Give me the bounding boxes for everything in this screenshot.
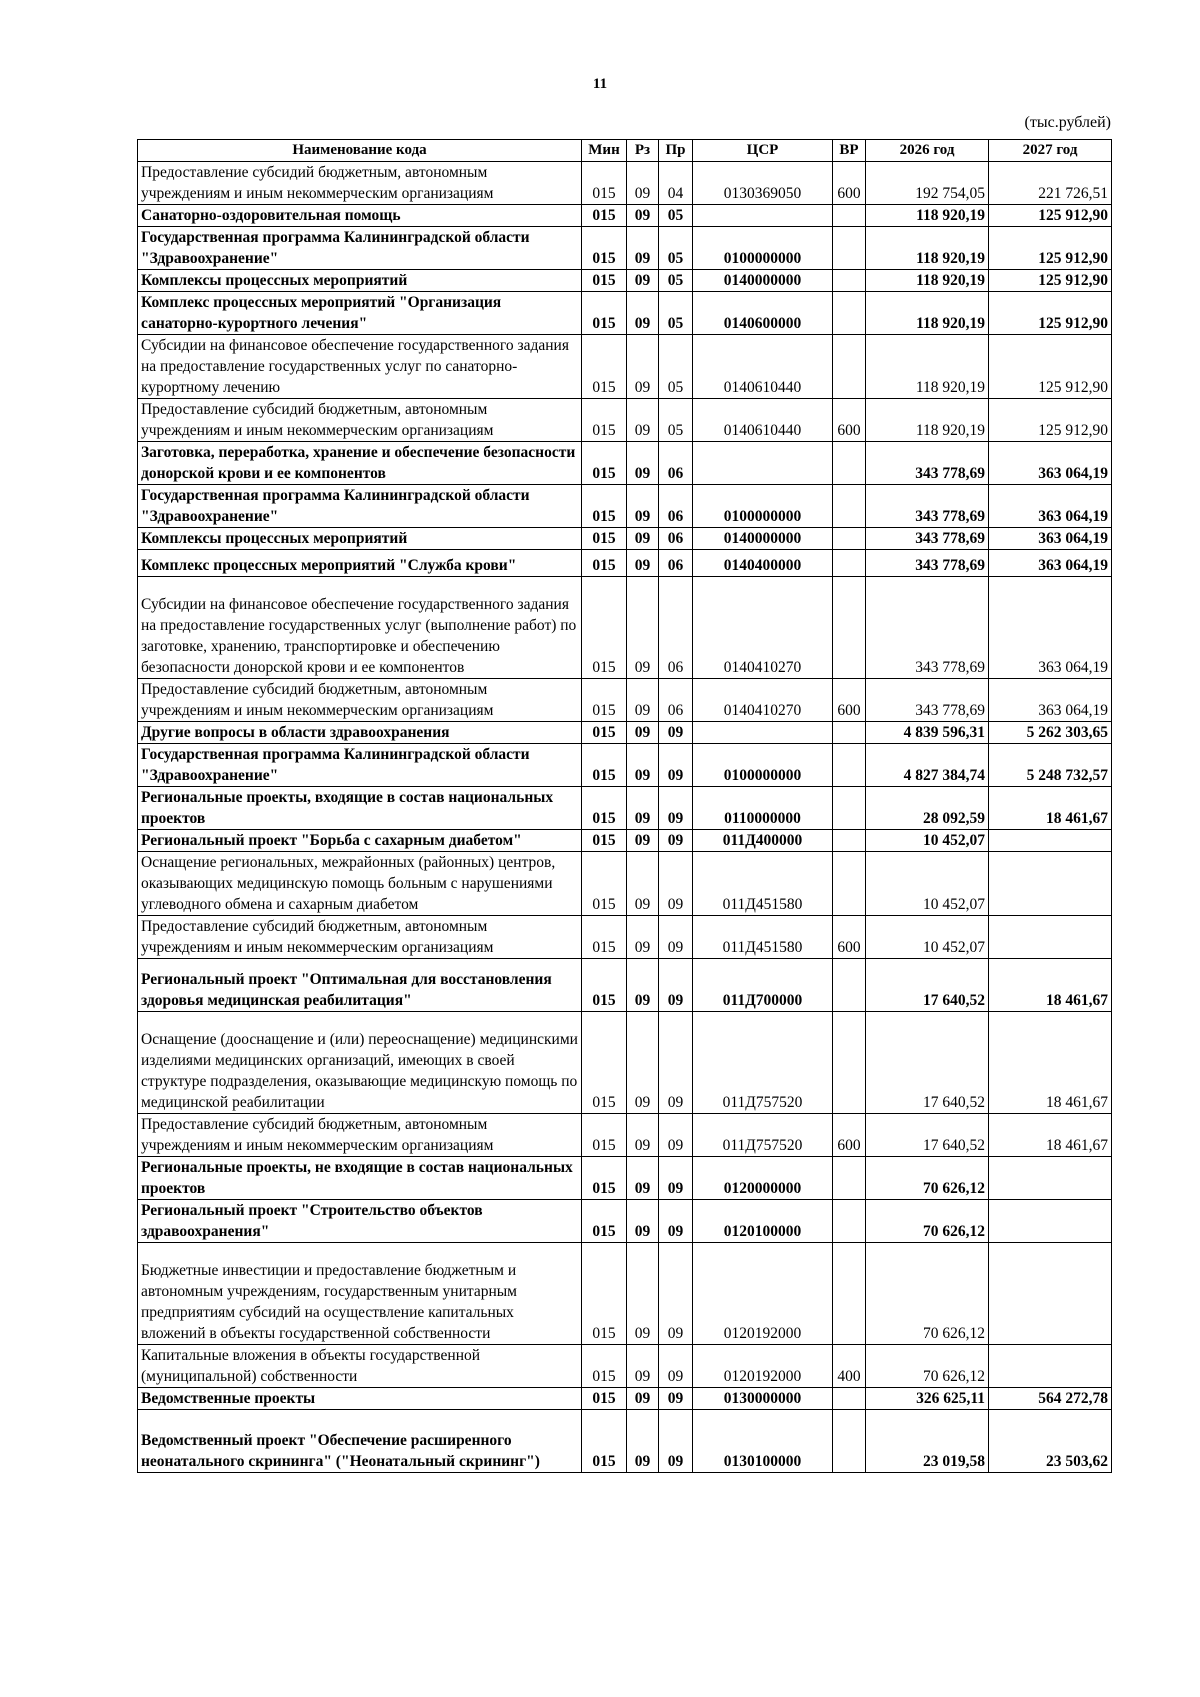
row-2027-cell: 125 912,90 (989, 335, 1112, 399)
row-2026-cell: 343 778,69 (866, 550, 989, 577)
row-2027-cell (989, 1243, 1112, 1345)
row-csr-cell (693, 722, 833, 744)
row-2027-cell (989, 830, 1112, 852)
row-rz-cell: 09 (627, 1345, 659, 1388)
row-csr-cell: 0120100000 (693, 1200, 833, 1243)
row-2027-cell: 125 912,90 (989, 292, 1112, 335)
row-min-cell: 015 (582, 1345, 627, 1388)
row-min-cell: 015 (582, 744, 627, 787)
row-min-cell: 015 (582, 1200, 627, 1243)
row-name-cell: Ведомственный проект "Обеспечение расширенного неонатального скрининга" ("Неонатальный скрининг") (138, 1410, 582, 1473)
row-vr-cell (833, 852, 866, 916)
row-2026-cell: 28 092,59 (866, 787, 989, 830)
column-header-2027: 2027 год (989, 140, 1112, 162)
row-2026-cell: 343 778,69 (866, 577, 989, 679)
row-pr-cell: 05 (659, 270, 693, 292)
row-vr-cell (833, 1157, 866, 1200)
row-min-cell: 015 (582, 442, 627, 485)
row-csr-cell: 0100000000 (693, 744, 833, 787)
row-name-cell: Государственная программа Калининградской области "Здравоохранение" (138, 744, 582, 787)
row-min-cell: 015 (582, 162, 627, 205)
row-name-cell: Государственная программа Калининградской области "Здравоохранение" (138, 227, 582, 270)
row-csr-cell: 011Д757520 (693, 1012, 833, 1114)
table-row (138, 205, 1112, 227)
row-min-cell: 015 (582, 205, 627, 227)
row-2027-cell: 125 912,90 (989, 227, 1112, 270)
row-vr-cell (833, 787, 866, 830)
row-2027-cell: 363 064,19 (989, 442, 1112, 485)
table-row (138, 335, 1112, 399)
row-2027-cell: 18 461,67 (989, 959, 1112, 1012)
row-name-cell: Предоставление субсидий бюджетным, автономным учреждениям и иным некоммерческим организациям (138, 916, 582, 959)
row-min-cell: 015 (582, 528, 627, 550)
row-csr-cell: 011Д400000 (693, 830, 833, 852)
row-min-cell: 015 (582, 1114, 627, 1157)
row-2026-cell: 4 839 596,31 (866, 722, 989, 744)
page-number: 11 (592, 76, 608, 92)
row-csr-cell: 0140000000 (693, 528, 833, 550)
row-name-cell: Региональные проекты, не входящие в состав национальных проектов (138, 1157, 582, 1200)
row-name-cell: Государственная программа Калининградской области "Здравоохранение" (138, 485, 582, 528)
row-rz-cell: 09 (627, 830, 659, 852)
row-name-cell: Другие вопросы в области здравоохранения (138, 722, 582, 744)
row-csr-cell: 0100000000 (693, 227, 833, 270)
row-pr-cell: 05 (659, 227, 693, 270)
table-header-row (138, 140, 1112, 162)
row-2026-cell: 118 920,19 (866, 270, 989, 292)
row-csr-cell: 0110000000 (693, 787, 833, 830)
row-vr-cell (833, 227, 866, 270)
row-csr-cell: 011Д700000 (693, 959, 833, 1012)
row-name-cell: Оснащение региональных, межрайонных (районных) центров, оказывающих медицинскую помощь больным с нарушениями углеводного обмена и сахарным диабетом (138, 852, 582, 916)
row-vr-cell (833, 577, 866, 679)
row-2026-cell: 70 626,12 (866, 1157, 989, 1200)
row-rz-cell: 09 (627, 442, 659, 485)
table-row (138, 270, 1112, 292)
column-header-csr: ЦСР (693, 140, 833, 162)
table-row (138, 1200, 1112, 1243)
row-name-cell: Предоставление субсидий бюджетным, автономным учреждениям и иным некоммерческим организациям (138, 162, 582, 205)
table-row (138, 528, 1112, 550)
table-row (138, 550, 1112, 577)
table-row (138, 959, 1112, 1012)
row-2026-cell: 17 640,52 (866, 1114, 989, 1157)
column-header-min: Мин (582, 140, 627, 162)
row-csr-cell (693, 442, 833, 485)
row-csr-cell: 0120000000 (693, 1157, 833, 1200)
row-csr-cell: 011Д451580 (693, 916, 833, 959)
row-name-cell: Региональные проекты, входящие в состав национальных проектов (138, 787, 582, 830)
column-header-name: Наименование кода (138, 140, 582, 162)
row-pr-cell: 09 (659, 722, 693, 744)
row-vr-cell (833, 528, 866, 550)
row-rz-cell: 09 (627, 1243, 659, 1345)
row-pr-cell: 05 (659, 292, 693, 335)
row-name-cell: Санаторно-оздоровительная помощь (138, 205, 582, 227)
row-min-cell: 015 (582, 830, 627, 852)
row-csr-cell: 011Д451580 (693, 852, 833, 916)
row-2027-cell: 564 272,78 (989, 1388, 1112, 1410)
row-rz-cell: 09 (627, 959, 659, 1012)
row-rz-cell: 09 (627, 205, 659, 227)
row-rz-cell: 09 (627, 577, 659, 679)
row-2026-cell: 70 626,12 (866, 1200, 989, 1243)
units-label: (тыс.рублей) (1024, 114, 1111, 131)
row-rz-cell: 09 (627, 292, 659, 335)
row-vr-cell (833, 442, 866, 485)
table-row (138, 1243, 1112, 1345)
row-pr-cell: 09 (659, 852, 693, 916)
row-vr-cell (833, 485, 866, 528)
row-min-cell: 015 (582, 679, 627, 722)
row-csr-cell: 0130000000 (693, 1388, 833, 1410)
table-row (138, 399, 1112, 442)
row-2027-cell: 5 248 732,57 (989, 744, 1112, 787)
row-name-cell: Предоставление субсидий бюджетным, автономным учреждениям и иным некоммерческим организациям (138, 1114, 582, 1157)
row-pr-cell: 09 (659, 916, 693, 959)
row-rz-cell: 09 (627, 399, 659, 442)
row-pr-cell: 09 (659, 1243, 693, 1345)
row-min-cell: 015 (582, 1410, 627, 1473)
row-2026-cell: 118 920,19 (866, 227, 989, 270)
row-vr-cell (833, 959, 866, 1012)
row-name-cell: Региональный проект "Строительство объектов здравоохранения" (138, 1200, 582, 1243)
row-name-cell: Комплексы процессных мероприятий (138, 270, 582, 292)
row-min-cell: 015 (582, 292, 627, 335)
row-rz-cell: 09 (627, 162, 659, 205)
row-vr-cell: 600 (833, 679, 866, 722)
row-pr-cell: 05 (659, 205, 693, 227)
row-2026-cell: 23 019,58 (866, 1410, 989, 1473)
row-2026-cell: 326 625,11 (866, 1388, 989, 1410)
row-min-cell: 015 (582, 916, 627, 959)
row-min-cell: 015 (582, 722, 627, 744)
row-2027-cell: 363 064,19 (989, 679, 1112, 722)
row-rz-cell: 09 (627, 1388, 659, 1410)
row-name-cell: Ведомственные проекты (138, 1388, 582, 1410)
table-row (138, 1345, 1112, 1388)
row-csr-cell: 0100000000 (693, 485, 833, 528)
row-rz-cell: 09 (627, 1012, 659, 1114)
row-2026-cell: 10 452,07 (866, 916, 989, 959)
row-vr-cell (833, 270, 866, 292)
row-rz-cell: 09 (627, 787, 659, 830)
row-2026-cell: 343 778,69 (866, 679, 989, 722)
row-rz-cell: 09 (627, 1157, 659, 1200)
row-name-cell: Оснащение (дооснащение и (или) переоснащение) медицинскими изделиями медицинских организаций, имеющих в своей структуре подразделения, оказывающие медицинскую помощь по медицинской реабилитации (138, 1012, 582, 1114)
row-vr-cell (833, 1410, 866, 1473)
row-vr-cell (833, 205, 866, 227)
row-min-cell: 015 (582, 1388, 627, 1410)
row-min-cell: 015 (582, 270, 627, 292)
row-2026-cell: 10 452,07 (866, 852, 989, 916)
table-row (138, 227, 1112, 270)
row-name-cell: Субсидии на финансовое обеспечение государственного задания на предоставление государственных услуг (выполнение работ) по заготовке, хранению, транспортировке и обеспечению безопасности донорской крови и ее компонентов (138, 577, 582, 679)
row-pr-cell: 06 (659, 528, 693, 550)
row-rz-cell: 09 (627, 852, 659, 916)
row-vr-cell (833, 550, 866, 577)
row-name-cell: Заготовка, переработка, хранение и обеспечение безопасности донорской крови и ее компонентов (138, 442, 582, 485)
row-2026-cell: 17 640,52 (866, 959, 989, 1012)
row-rz-cell: 09 (627, 227, 659, 270)
row-name-cell: Региональный проект "Оптимальная для восстановления здоровья медицинская реабилитация" (138, 959, 582, 1012)
row-vr-cell (833, 744, 866, 787)
row-vr-cell (833, 722, 866, 744)
row-2027-cell: 125 912,90 (989, 270, 1112, 292)
row-pr-cell: 06 (659, 550, 693, 577)
table-row (138, 1410, 1112, 1473)
row-vr-cell (833, 1012, 866, 1114)
row-name-cell: Предоставление субсидий бюджетным, автономным учреждениям и иным некоммерческим организациям (138, 679, 582, 722)
row-name-cell: Субсидии на финансовое обеспечение государственного задания на предоставление государственных услуг по санаторно-курортному лечению (138, 335, 582, 399)
row-name-cell: Бюджетные инвестиции и предоставление бюджетным и автономным учреждениям, государственным унитарным предприятиям субсидий на осуществление капитальных вложений в объекты государственной собственности (138, 1243, 582, 1345)
table-row (138, 830, 1112, 852)
row-vr-cell: 600 (833, 399, 866, 442)
row-pr-cell: 09 (659, 744, 693, 787)
row-rz-cell: 09 (627, 722, 659, 744)
row-vr-cell: 400 (833, 1345, 866, 1388)
row-pr-cell: 09 (659, 1345, 693, 1388)
row-2026-cell: 192 754,05 (866, 162, 989, 205)
row-pr-cell: 09 (659, 1388, 693, 1410)
row-rz-cell: 09 (627, 270, 659, 292)
row-vr-cell: 600 (833, 916, 866, 959)
row-2027-cell: 125 912,90 (989, 205, 1112, 227)
row-min-cell: 015 (582, 550, 627, 577)
table-row (138, 1012, 1112, 1114)
row-name-cell: Региональный проект "Борьба с сахарным диабетом" (138, 830, 582, 852)
table-row (138, 852, 1112, 916)
budget-table (137, 139, 1112, 1473)
row-2027-cell: 221 726,51 (989, 162, 1112, 205)
row-min-cell: 015 (582, 485, 627, 528)
row-csr-cell: 0120192000 (693, 1243, 833, 1345)
row-rz-cell: 09 (627, 744, 659, 787)
row-min-cell: 015 (582, 959, 627, 1012)
row-rz-cell: 09 (627, 1114, 659, 1157)
row-2027-cell (989, 1200, 1112, 1243)
row-vr-cell (833, 292, 866, 335)
row-pr-cell: 09 (659, 959, 693, 1012)
row-2027-cell (989, 1157, 1112, 1200)
row-rz-cell: 09 (627, 528, 659, 550)
row-vr-cell: 600 (833, 162, 866, 205)
column-header-pr: Пр (659, 140, 693, 162)
row-vr-cell (833, 335, 866, 399)
row-pr-cell: 09 (659, 1157, 693, 1200)
table-row (138, 577, 1112, 679)
row-pr-cell: 05 (659, 335, 693, 399)
row-csr-cell: 0140410270 (693, 679, 833, 722)
row-2027-cell: 18 461,67 (989, 787, 1112, 830)
row-pr-cell: 09 (659, 1012, 693, 1114)
row-vr-cell: 600 (833, 1114, 866, 1157)
table-row (138, 744, 1112, 787)
row-min-cell: 015 (582, 577, 627, 679)
row-csr-cell: 0140400000 (693, 550, 833, 577)
row-2026-cell: 70 626,12 (866, 1243, 989, 1345)
row-pr-cell: 06 (659, 485, 693, 528)
row-2026-cell: 118 920,19 (866, 205, 989, 227)
row-vr-cell (833, 830, 866, 852)
column-header-rz: Рз (627, 140, 659, 162)
row-2026-cell: 118 920,19 (866, 399, 989, 442)
row-2027-cell (989, 916, 1112, 959)
row-rz-cell: 09 (627, 550, 659, 577)
table-row (138, 162, 1112, 205)
row-2026-cell: 70 626,12 (866, 1345, 989, 1388)
row-csr-cell: 0140410270 (693, 577, 833, 679)
row-name-cell: Комплекс процессных мероприятий "Служба крови" (138, 550, 582, 577)
row-pr-cell: 06 (659, 442, 693, 485)
table-row (138, 292, 1112, 335)
row-pr-cell: 09 (659, 1114, 693, 1157)
row-rz-cell: 09 (627, 1200, 659, 1243)
row-name-cell: Комплекс процессных мероприятий "Организация санаторно-курортного лечения" (138, 292, 582, 335)
table-row (138, 1157, 1112, 1200)
row-name-cell: Предоставление субсидий бюджетным, автономным учреждениям и иным некоммерческим организациям (138, 399, 582, 442)
row-csr-cell: 0130369050 (693, 162, 833, 205)
row-2027-cell: 363 064,19 (989, 577, 1112, 679)
row-csr-cell: 0130100000 (693, 1410, 833, 1473)
row-pr-cell: 06 (659, 577, 693, 679)
row-2026-cell: 343 778,69 (866, 485, 989, 528)
table-row (138, 485, 1112, 528)
row-rz-cell: 09 (627, 1410, 659, 1473)
row-2026-cell: 343 778,69 (866, 528, 989, 550)
row-csr-cell: 0140610440 (693, 335, 833, 399)
row-csr-cell: 0120192000 (693, 1345, 833, 1388)
row-2027-cell (989, 852, 1112, 916)
table-row (138, 679, 1112, 722)
row-csr-cell: 0140000000 (693, 270, 833, 292)
table-body (138, 162, 1112, 1473)
table-row (138, 916, 1112, 959)
row-pr-cell: 06 (659, 679, 693, 722)
row-name-cell: Комплексы процессных мероприятий (138, 528, 582, 550)
row-min-cell: 015 (582, 852, 627, 916)
column-header-vr: ВР (833, 140, 866, 162)
row-pr-cell: 09 (659, 1200, 693, 1243)
row-min-cell: 015 (582, 399, 627, 442)
row-csr-cell (693, 205, 833, 227)
row-2027-cell: 23 503,62 (989, 1410, 1112, 1473)
row-min-cell: 015 (582, 227, 627, 270)
row-csr-cell: 0140600000 (693, 292, 833, 335)
row-rz-cell: 09 (627, 485, 659, 528)
row-min-cell: 015 (582, 1243, 627, 1345)
row-min-cell: 015 (582, 335, 627, 399)
row-pr-cell: 09 (659, 1410, 693, 1473)
row-vr-cell (833, 1243, 866, 1345)
row-pr-cell: 09 (659, 787, 693, 830)
table-row (138, 787, 1112, 830)
row-2027-cell: 125 912,90 (989, 399, 1112, 442)
column-header-2026: 2026 год (866, 140, 989, 162)
row-2027-cell: 18 461,67 (989, 1114, 1112, 1157)
row-2026-cell: 10 452,07 (866, 830, 989, 852)
row-rz-cell: 09 (627, 916, 659, 959)
row-csr-cell: 011Д757520 (693, 1114, 833, 1157)
row-rz-cell: 09 (627, 679, 659, 722)
table-row (138, 442, 1112, 485)
table-row (138, 722, 1112, 744)
row-2027-cell (989, 1345, 1112, 1388)
row-2026-cell: 4 827 384,74 (866, 744, 989, 787)
row-2026-cell: 118 920,19 (866, 292, 989, 335)
row-2027-cell: 18 461,67 (989, 1012, 1112, 1114)
row-csr-cell: 0140610440 (693, 399, 833, 442)
row-min-cell: 015 (582, 787, 627, 830)
row-2027-cell: 363 064,19 (989, 485, 1112, 528)
row-2027-cell: 363 064,19 (989, 550, 1112, 577)
row-min-cell: 015 (582, 1157, 627, 1200)
row-2026-cell: 118 920,19 (866, 335, 989, 399)
row-2027-cell: 363 064,19 (989, 528, 1112, 550)
row-vr-cell (833, 1200, 866, 1243)
row-2027-cell: 5 262 303,65 (989, 722, 1112, 744)
row-pr-cell: 09 (659, 830, 693, 852)
table-row (138, 1114, 1112, 1157)
row-pr-cell: 04 (659, 162, 693, 205)
row-name-cell: Капитальные вложения в объекты государственной (муниципальной) собственности (138, 1345, 582, 1388)
row-2026-cell: 17 640,52 (866, 1012, 989, 1114)
row-pr-cell: 05 (659, 399, 693, 442)
row-2026-cell: 343 778,69 (866, 442, 989, 485)
table-row (138, 1388, 1112, 1410)
row-rz-cell: 09 (627, 335, 659, 399)
row-min-cell: 015 (582, 1012, 627, 1114)
row-vr-cell (833, 1388, 866, 1410)
